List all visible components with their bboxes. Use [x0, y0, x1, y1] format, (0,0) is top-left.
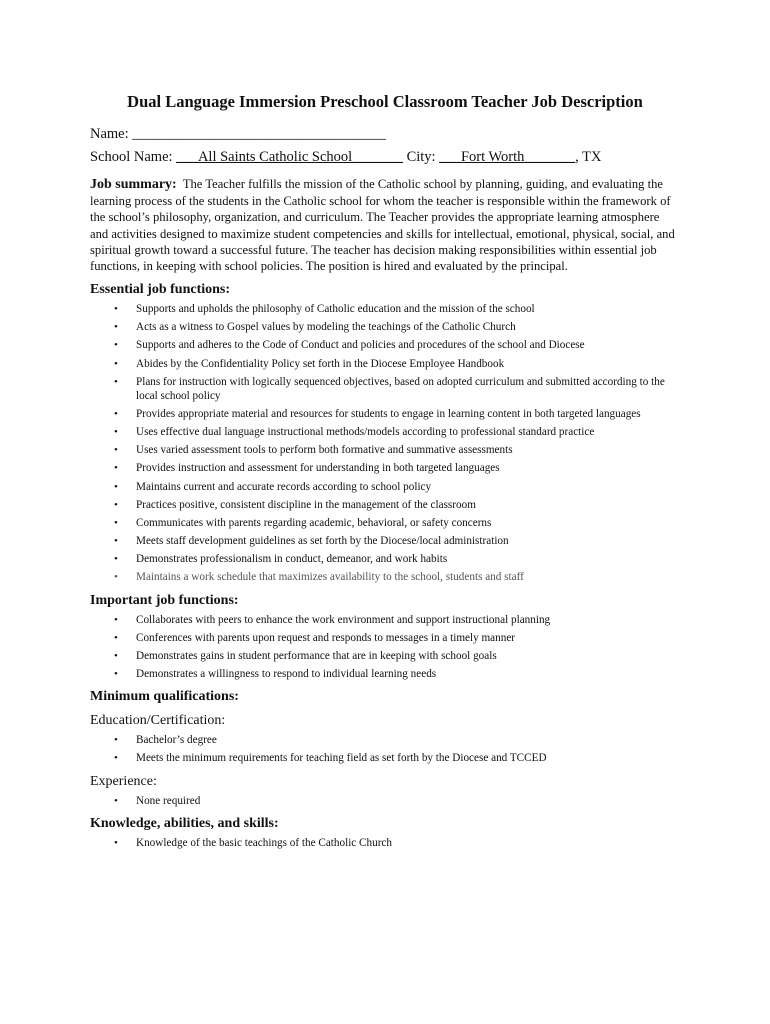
list-item: [90, 425, 680, 440]
minimum-qualifications-heading: Minimum qualifications:: [90, 689, 239, 705]
list-item: [90, 733, 680, 748]
list-item: [90, 570, 680, 585]
experience-list: [90, 794, 680, 809]
list-item-text: Demonstrates a willingness to respond to individual learning needs: [136, 667, 437, 680]
list-item-text: Communicates with parents regarding academic, behavioral, or safety concerns: [136, 516, 492, 529]
bullet-icon: •: [114, 631, 118, 644]
job-summary-heading: Job summary:: [90, 177, 177, 192]
list-item: [90, 516, 680, 531]
bullet-icon: •: [114, 667, 118, 680]
knowledge-list: [90, 836, 680, 851]
bullet-icon: •: [114, 303, 118, 316]
document-page: [90, 92, 680, 855]
bullet-icon: •: [114, 339, 118, 352]
list-item: [90, 302, 680, 317]
city-label: City:: [406, 149, 436, 165]
bullet-icon: •: [114, 321, 118, 334]
list-item: [90, 357, 680, 372]
name-blank: ___________________________________: [132, 126, 387, 142]
bullet-icon: •: [114, 734, 118, 747]
list-item: [90, 498, 680, 513]
school-name-value: ___All Saints Catholic School_______: [176, 149, 403, 165]
state-value: , TX: [575, 149, 602, 165]
list-item-text: Knowledge of the basic teachings of the Catholic Church: [136, 837, 392, 850]
bullet-icon: •: [114, 426, 118, 439]
school-name-label: School Name:: [90, 149, 173, 165]
list-item: [90, 461, 680, 476]
list-item: [90, 443, 680, 458]
city-value: ___Fort Worth_______: [439, 149, 576, 165]
list-item-text: Meets the minimum requirements for teaching field as set forth by the Diocese and TCCED: [136, 752, 547, 765]
list-item: [90, 613, 680, 628]
list-item: [90, 480, 680, 495]
experience-heading: Experience:: [90, 773, 157, 789]
list-item-text: Demonstrates professionalism in conduct, demeanor, and work habits: [136, 552, 448, 565]
bullet-icon: •: [114, 571, 118, 584]
list-item: [90, 320, 680, 335]
list-item: [90, 552, 680, 567]
bullet-icon: •: [114, 375, 118, 388]
list-item-text: Uses varied assessment tools to perform both formative and summative assessments: [136, 444, 513, 457]
list-item-text: Maintains a work schedule that maximizes availability to the school, students and staff: [136, 571, 524, 584]
bullet-icon: •: [114, 516, 118, 529]
bullet-icon: •: [114, 480, 118, 493]
list-item-text: Supports and upholds the philosophy of Catholic education and the mission of the school: [136, 303, 535, 316]
list-item-text: Collaborates with peers to enhance the work environment and support instructional planning: [136, 613, 551, 626]
bullet-icon: •: [114, 794, 118, 807]
bullet-icon: •: [114, 498, 118, 511]
list-item-text: Supports and adheres to the Code of Conduct and policies and procedures of the school and Diocese: [136, 339, 585, 352]
document-title: Dual Language Immersion Preschool Classroom Teacher Job Description: [127, 92, 643, 111]
job-summary: [90, 176, 680, 274]
bullet-icon: •: [114, 613, 118, 626]
bullet-icon: •: [114, 357, 118, 370]
list-item: [90, 794, 680, 809]
education-heading: Education/Certification:: [90, 713, 226, 729]
list-item-text: Practices positive, consistent discipline in the management of the classroom: [136, 498, 476, 511]
important-functions-heading: Important job functions:: [90, 592, 239, 608]
list-item-text: None required: [136, 794, 201, 807]
essential-functions-heading: Essential job functions:: [90, 282, 231, 298]
list-item: [90, 836, 680, 851]
bullet-icon: •: [114, 462, 118, 475]
list-item-text: Uses effective dual language instructional methods/models according to professional standard practice: [136, 426, 595, 439]
list-item: [90, 338, 680, 353]
job-summary-text: The Teacher fulfills the mission of the Catholic school by planning, guiding, and evaluating the learning process of the students in the Catholic school for whom the teacher is responsible within the framework of the school’s philosophy, organization, and curriculum. The Teacher provides the appropriate learning atmosphere and activities designed to maximize student competencies and skills for intellectual, emotional, physical, social, and spiritual growth toward a successful future. The teacher has decision making responsibilities within essential job functions, in keeping with school policies. The position is hired and evaluated by the principal.: [90, 177, 675, 274]
bullet-icon: •: [114, 534, 118, 547]
list-item: [90, 649, 680, 664]
list-item-text: Conferences with parents upon request and responds to messages in a timely manner: [136, 631, 516, 644]
list-item: [90, 751, 680, 766]
important-functions-list: [90, 613, 680, 682]
essential-functions-list: [90, 302, 680, 584]
list-item: [90, 631, 680, 646]
list-item-text: Provides instruction and assessment for understanding in both targeted languages: [136, 462, 500, 475]
knowledge-heading: Knowledge, abilities, and skills:: [90, 816, 279, 832]
bullet-icon: •: [114, 552, 118, 565]
name-label: Name:: [90, 126, 129, 142]
list-item-text: Meets staff development guidelines as set forth by the Diocese/local administration: [136, 534, 509, 547]
list-item: [90, 407, 680, 422]
list-item: [90, 667, 680, 682]
list-item: [90, 375, 680, 404]
list-item-text: Plans for instruction with logically sequenced objectives, based on adopted curriculum and submitted according to the local school policy: [136, 375, 665, 403]
school-field-line: [90, 149, 680, 166]
list-item-text: Provides appropriate material and resources for students to engage in learning content in both targeted languages: [136, 408, 641, 421]
education-list: [90, 733, 680, 766]
bullet-icon: •: [114, 837, 118, 850]
name-field-line: [90, 126, 680, 143]
list-item-text: Bachelor’s degree: [136, 734, 217, 747]
bullet-icon: •: [114, 408, 118, 421]
list-item: [90, 534, 680, 549]
list-item-text: Maintains current and accurate records according to school policy: [136, 480, 432, 493]
list-item-text: Acts as a witness to Gospel values by modeling the teachings of the Catholic Church: [136, 321, 516, 334]
list-item-text: Abides by the Confidentiality Policy set forth in the Diocese Employee Handbook: [136, 357, 505, 370]
bullet-icon: •: [114, 444, 118, 457]
list-item-text: Demonstrates gains in student performance that are in keeping with school goals: [136, 649, 497, 662]
bullet-icon: •: [114, 649, 118, 662]
bullet-icon: •: [114, 752, 118, 765]
